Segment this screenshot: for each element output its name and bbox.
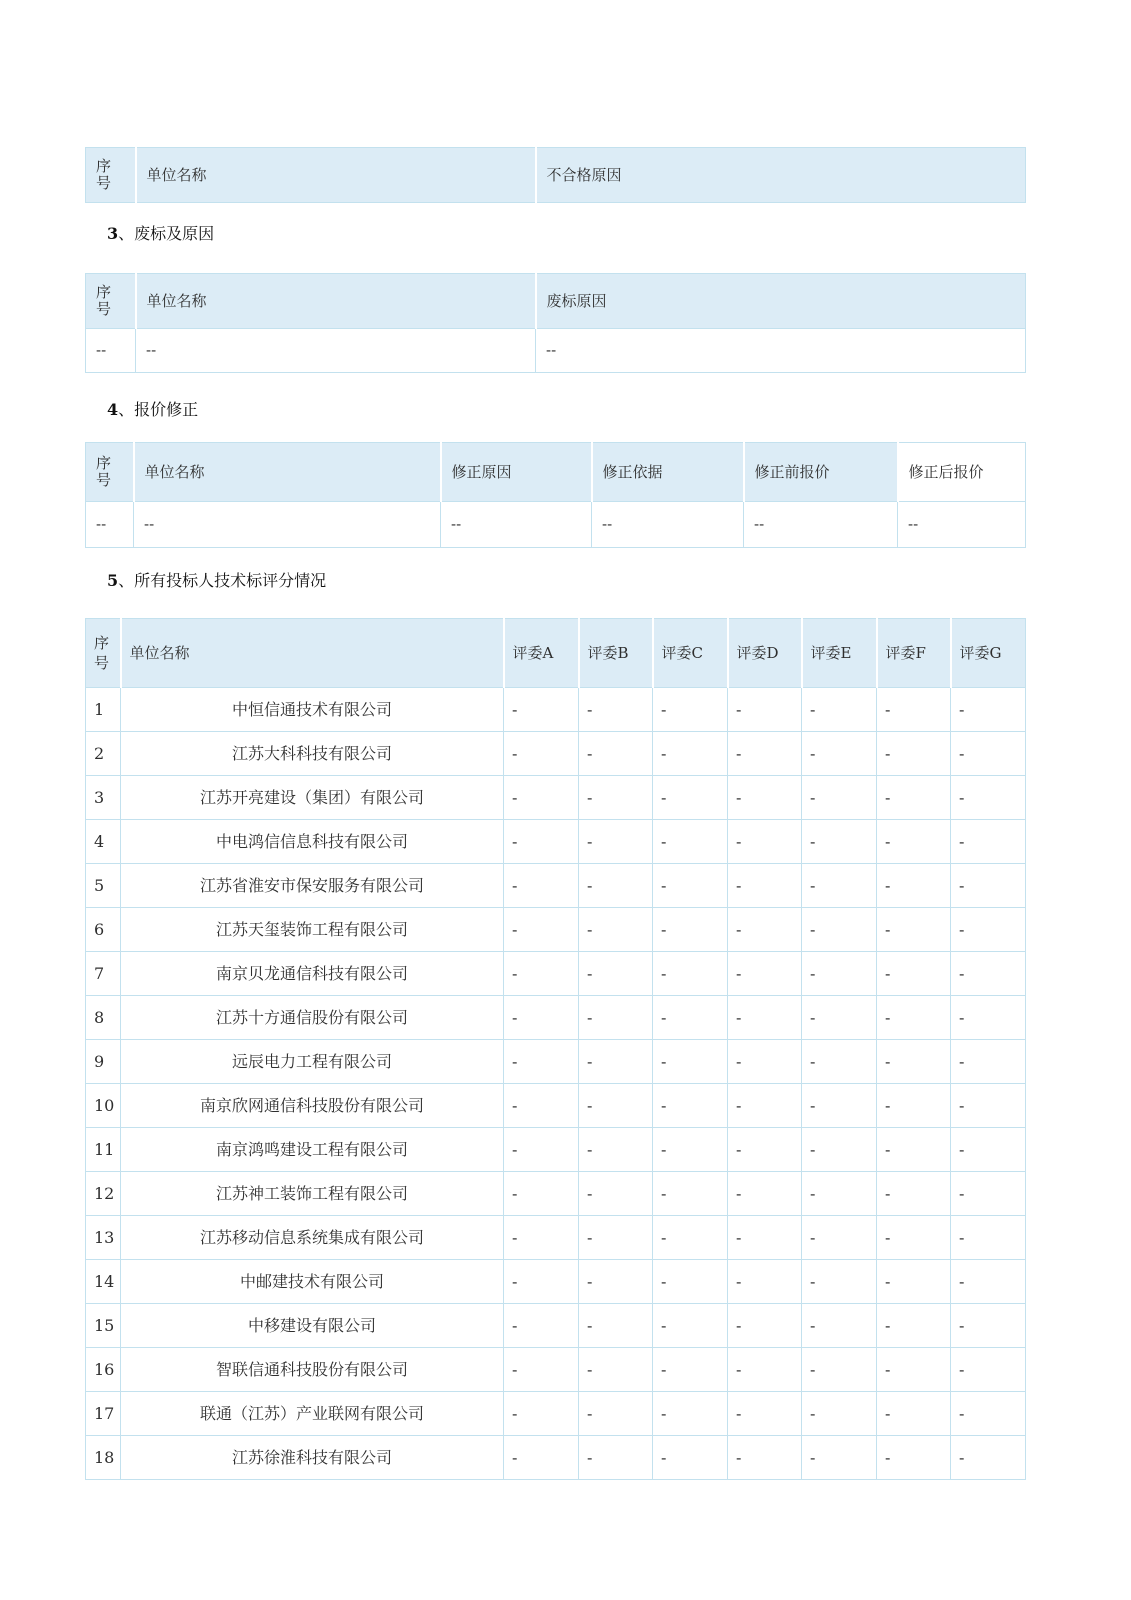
cell: - bbox=[951, 776, 1026, 820]
cell: - bbox=[802, 908, 877, 952]
cell: - bbox=[653, 1392, 728, 1436]
cell: - bbox=[728, 1304, 802, 1348]
cell: - bbox=[877, 1304, 951, 1348]
cell: - bbox=[579, 1260, 653, 1304]
price-correction-table bbox=[85, 442, 1026, 548]
cell: - bbox=[579, 688, 653, 732]
cell: - bbox=[877, 688, 951, 732]
cell: 江苏开亮建设（集团）有限公司 bbox=[121, 776, 504, 820]
cell: - bbox=[579, 996, 653, 1040]
cell: 南京鸿鸣建设工程有限公司 bbox=[121, 1128, 504, 1172]
cell: - bbox=[728, 1172, 802, 1216]
column-header: 废标原因 bbox=[536, 274, 1026, 329]
cell: 6 bbox=[86, 908, 121, 952]
cell: - bbox=[504, 1172, 579, 1216]
cell: - bbox=[653, 732, 728, 776]
column-header: 评委G bbox=[951, 619, 1026, 688]
table-row bbox=[86, 908, 1026, 952]
column-header: 序号 bbox=[86, 443, 134, 502]
cell: 14 bbox=[86, 1260, 121, 1304]
cell: 13 bbox=[86, 1216, 121, 1260]
cell: - bbox=[802, 776, 877, 820]
cell: - bbox=[504, 776, 579, 820]
cell: - bbox=[802, 732, 877, 776]
column-header: 序号 bbox=[86, 148, 136, 203]
section-tech-scores bbox=[85, 572, 1025, 1480]
cell: - bbox=[653, 1216, 728, 1260]
cell: - bbox=[877, 864, 951, 908]
column-header: 评委A bbox=[504, 619, 579, 688]
cell: - bbox=[653, 864, 728, 908]
cell: - bbox=[877, 1436, 951, 1480]
cell: - bbox=[728, 864, 802, 908]
cell: -- bbox=[134, 502, 441, 548]
cell: - bbox=[951, 1436, 1026, 1480]
invalid-bid-table bbox=[85, 273, 1026, 373]
cell: 江苏省淮安市保安服务有限公司 bbox=[121, 864, 504, 908]
table-row bbox=[86, 502, 1026, 548]
cell: - bbox=[504, 1348, 579, 1392]
cell: 4 bbox=[86, 820, 121, 864]
column-header: 单位名称 bbox=[136, 274, 536, 329]
cell: - bbox=[802, 1128, 877, 1172]
cell: -- bbox=[592, 502, 744, 548]
cell: - bbox=[728, 1040, 802, 1084]
cell: - bbox=[653, 1260, 728, 1304]
cell: - bbox=[802, 1040, 877, 1084]
cell: - bbox=[877, 1084, 951, 1128]
cell: - bbox=[877, 996, 951, 1040]
cell: - bbox=[951, 908, 1026, 952]
cell: 江苏大科科技有限公司 bbox=[121, 732, 504, 776]
cell: - bbox=[877, 1260, 951, 1304]
cell: - bbox=[877, 1040, 951, 1084]
cell: - bbox=[728, 1128, 802, 1172]
table-row bbox=[86, 776, 1026, 820]
cell: - bbox=[653, 952, 728, 996]
cell: - bbox=[653, 1084, 728, 1128]
cell: -- bbox=[898, 502, 1026, 548]
cell: - bbox=[504, 996, 579, 1040]
heading-separator: 、 bbox=[118, 571, 135, 590]
table-row bbox=[86, 1216, 1026, 1260]
cell: - bbox=[951, 688, 1026, 732]
cell: 1 bbox=[86, 688, 121, 732]
cell: - bbox=[579, 1348, 653, 1392]
cell: - bbox=[802, 1348, 877, 1392]
cell: 5 bbox=[86, 864, 121, 908]
table-row bbox=[86, 1040, 1026, 1084]
cell: 15 bbox=[86, 1304, 121, 1348]
cell: - bbox=[579, 820, 653, 864]
column-header: 评委C bbox=[653, 619, 728, 688]
cell: 9 bbox=[86, 1040, 121, 1084]
cell: -- bbox=[441, 502, 592, 548]
cell: 18 bbox=[86, 1436, 121, 1480]
cell: 江苏徐淮科技有限公司 bbox=[121, 1436, 504, 1480]
table-row bbox=[86, 1260, 1026, 1304]
cell: -- bbox=[86, 502, 134, 548]
cell: - bbox=[951, 996, 1026, 1040]
cell: - bbox=[579, 732, 653, 776]
cell: - bbox=[579, 1392, 653, 1436]
table-row bbox=[86, 864, 1026, 908]
cell: - bbox=[877, 1216, 951, 1260]
cell: - bbox=[653, 908, 728, 952]
cell: - bbox=[951, 1040, 1026, 1084]
cell: - bbox=[728, 732, 802, 776]
cell: - bbox=[802, 952, 877, 996]
cell: - bbox=[951, 1172, 1026, 1216]
cell: - bbox=[802, 1392, 877, 1436]
column-header: 修正依据 bbox=[592, 443, 744, 502]
cell: 8 bbox=[86, 996, 121, 1040]
cell: 11 bbox=[86, 1128, 121, 1172]
cell: - bbox=[877, 1348, 951, 1392]
section-unqualified bbox=[85, 147, 1025, 203]
heading-number: 5 bbox=[107, 571, 119, 590]
cell: 远辰电力工程有限公司 bbox=[121, 1040, 504, 1084]
cell: - bbox=[579, 1304, 653, 1348]
table-row bbox=[86, 1084, 1026, 1128]
cell: - bbox=[728, 908, 802, 952]
cell: 江苏天玺装饰工程有限公司 bbox=[121, 908, 504, 952]
cell: - bbox=[579, 952, 653, 996]
column-header: 修正后报价 bbox=[898, 443, 1026, 502]
cell: - bbox=[951, 732, 1026, 776]
cell: 16 bbox=[86, 1348, 121, 1392]
cell: 中电鸿信信息科技有限公司 bbox=[121, 820, 504, 864]
table-row bbox=[86, 1304, 1026, 1348]
cell: 12 bbox=[86, 1172, 121, 1216]
cell: - bbox=[802, 1216, 877, 1260]
cell: -- bbox=[136, 329, 536, 373]
cell: - bbox=[579, 1216, 653, 1260]
cell: - bbox=[579, 776, 653, 820]
column-header: 修正原因 bbox=[441, 443, 592, 502]
cell: 江苏十方通信股份有限公司 bbox=[121, 996, 504, 1040]
table-row bbox=[86, 688, 1026, 732]
cell: - bbox=[802, 688, 877, 732]
cell: 10 bbox=[86, 1084, 121, 1128]
cell: - bbox=[579, 908, 653, 952]
cell: - bbox=[653, 1304, 728, 1348]
column-header: 序号 bbox=[86, 274, 136, 329]
column-header: 单位名称 bbox=[134, 443, 441, 502]
cell: - bbox=[728, 1436, 802, 1480]
cell: 中恒信通技术有限公司 bbox=[121, 688, 504, 732]
cell: - bbox=[504, 1040, 579, 1084]
cell: - bbox=[951, 1260, 1026, 1304]
table-row bbox=[86, 952, 1026, 996]
table-row bbox=[86, 1128, 1026, 1172]
cell: - bbox=[951, 1128, 1026, 1172]
cell: 中邮建技术有限公司 bbox=[121, 1260, 504, 1304]
cell: 中移建设有限公司 bbox=[121, 1304, 504, 1348]
tech-score-table bbox=[85, 618, 1026, 1480]
cell: - bbox=[504, 820, 579, 864]
cell: - bbox=[504, 908, 579, 952]
cell: - bbox=[504, 1084, 579, 1128]
header-row bbox=[86, 274, 1026, 329]
cell: - bbox=[504, 952, 579, 996]
heading-number: 3 bbox=[107, 224, 119, 243]
header-row bbox=[86, 443, 1026, 502]
cell: - bbox=[877, 1128, 951, 1172]
cell: 江苏神工装饰工程有限公司 bbox=[121, 1172, 504, 1216]
cell: - bbox=[504, 864, 579, 908]
cell: - bbox=[951, 1216, 1026, 1260]
header-row bbox=[86, 148, 1026, 203]
heading-number: 4 bbox=[107, 400, 119, 419]
cell: - bbox=[504, 1260, 579, 1304]
table-row bbox=[86, 1392, 1026, 1436]
cell: - bbox=[579, 864, 653, 908]
cell: 17 bbox=[86, 1392, 121, 1436]
cell: - bbox=[504, 1216, 579, 1260]
column-header: 评委F bbox=[877, 619, 951, 688]
column-header: 评委D bbox=[728, 619, 802, 688]
cell: - bbox=[653, 1348, 728, 1392]
table-row bbox=[86, 1172, 1026, 1216]
cell: - bbox=[877, 820, 951, 864]
cell: - bbox=[728, 1348, 802, 1392]
cell: 3 bbox=[86, 776, 121, 820]
section-heading-price-correction bbox=[107, 401, 1025, 418]
section-heading-tech-scores bbox=[107, 572, 1025, 589]
column-header: 序号 bbox=[86, 619, 121, 688]
cell: - bbox=[728, 952, 802, 996]
cell: - bbox=[802, 1260, 877, 1304]
cell: - bbox=[951, 820, 1026, 864]
cell: - bbox=[504, 1128, 579, 1172]
cell: - bbox=[802, 1084, 877, 1128]
section-price-correction bbox=[85, 401, 1025, 548]
column-header: 单位名称 bbox=[136, 148, 536, 203]
column-header: 单位名称 bbox=[121, 619, 504, 688]
cell: 2 bbox=[86, 732, 121, 776]
cell: - bbox=[802, 996, 877, 1040]
cell: 南京欣网通信科技股份有限公司 bbox=[121, 1084, 504, 1128]
cell: - bbox=[877, 776, 951, 820]
table-row bbox=[86, 329, 1026, 373]
table-row bbox=[86, 996, 1026, 1040]
cell: - bbox=[579, 1128, 653, 1172]
cell: - bbox=[504, 1436, 579, 1480]
column-header: 评委E bbox=[802, 619, 877, 688]
cell: - bbox=[504, 1304, 579, 1348]
cell: - bbox=[877, 952, 951, 996]
heading-title: 报价修正 bbox=[134, 400, 199, 419]
table-row bbox=[86, 732, 1026, 776]
cell: - bbox=[877, 908, 951, 952]
cell: - bbox=[802, 820, 877, 864]
cell: - bbox=[877, 732, 951, 776]
cell: - bbox=[951, 952, 1026, 996]
cell: - bbox=[951, 1392, 1026, 1436]
cell: - bbox=[728, 688, 802, 732]
cell: - bbox=[653, 1436, 728, 1480]
cell: - bbox=[579, 1436, 653, 1480]
cell: - bbox=[951, 1304, 1026, 1348]
cell: - bbox=[579, 1040, 653, 1084]
cell: - bbox=[653, 820, 728, 864]
column-header: 修正前报价 bbox=[744, 443, 898, 502]
cell: - bbox=[728, 996, 802, 1040]
cell: 江苏移动信息系统集成有限公司 bbox=[121, 1216, 504, 1260]
cell: - bbox=[802, 864, 877, 908]
cell: 联通（江苏）产业联网有限公司 bbox=[121, 1392, 504, 1436]
table-row bbox=[86, 820, 1026, 864]
cell: - bbox=[728, 1260, 802, 1304]
column-header: 不合格原因 bbox=[536, 148, 1026, 203]
table-row bbox=[86, 1348, 1026, 1392]
cell: - bbox=[728, 1392, 802, 1436]
cell: 南京贝龙通信科技有限公司 bbox=[121, 952, 504, 996]
heading-separator: 、 bbox=[118, 400, 135, 419]
cell: - bbox=[951, 1084, 1026, 1128]
cell: - bbox=[877, 1392, 951, 1436]
header-row bbox=[86, 619, 1026, 688]
cell: - bbox=[951, 864, 1026, 908]
column-header: 评委B bbox=[579, 619, 653, 688]
cell: - bbox=[653, 688, 728, 732]
cell: - bbox=[504, 688, 579, 732]
cell: - bbox=[728, 776, 802, 820]
heading-separator: 、 bbox=[118, 224, 135, 243]
cell: 7 bbox=[86, 952, 121, 996]
cell: - bbox=[504, 732, 579, 776]
cell: - bbox=[877, 1172, 951, 1216]
cell: 智联信通科技股份有限公司 bbox=[121, 1348, 504, 1392]
cell: -- bbox=[744, 502, 898, 548]
cell: - bbox=[579, 1084, 653, 1128]
cell: - bbox=[802, 1436, 877, 1480]
cell: - bbox=[504, 1392, 579, 1436]
cell: - bbox=[802, 1172, 877, 1216]
section-invalid-bids bbox=[85, 225, 1025, 373]
document-body bbox=[85, 0, 1025, 1480]
section-heading-invalid-bids bbox=[107, 225, 1025, 242]
cell: - bbox=[579, 1172, 653, 1216]
table-row bbox=[86, 1436, 1026, 1480]
cell: - bbox=[653, 996, 728, 1040]
unqualified-reason-table bbox=[85, 147, 1026, 203]
heading-title: 所有投标人技术标评分情况 bbox=[134, 571, 327, 590]
cell: - bbox=[653, 1128, 728, 1172]
cell: - bbox=[728, 1216, 802, 1260]
cell: - bbox=[653, 1172, 728, 1216]
cell: -- bbox=[536, 329, 1026, 373]
cell: - bbox=[653, 776, 728, 820]
cell: - bbox=[951, 1348, 1026, 1392]
cell: -- bbox=[86, 329, 136, 373]
heading-title: 废标及原因 bbox=[134, 224, 215, 243]
cell: - bbox=[802, 1304, 877, 1348]
cell: - bbox=[653, 1040, 728, 1084]
cell: - bbox=[728, 820, 802, 864]
cell: - bbox=[728, 1084, 802, 1128]
